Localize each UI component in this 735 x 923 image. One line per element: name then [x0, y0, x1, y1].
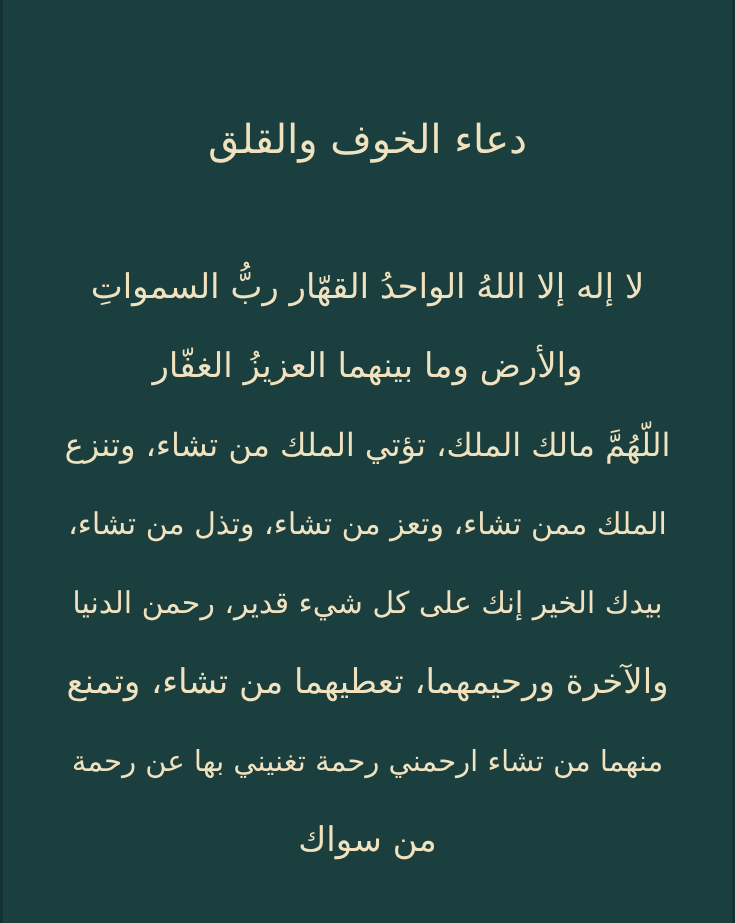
dua-line: بيدك الخير إنك على كل شيء قدير، رحمن الدنيا [72, 586, 663, 621]
dua-title: دعاء الخوف والقلق [208, 117, 527, 163]
dua-line: والآخرة ورحيمهما، تعطيهما من تشاء، وتمنع [66, 662, 669, 702]
dua-line: لا إله إلا اللهُ الواحدُ القهّار ربُّ السمواتِ [90, 267, 645, 307]
dua-line: منهما من تشاء ارحمني رحمة تغنيني بها عن رحمة [71, 744, 664, 778]
dua-line: من سواك [298, 820, 437, 860]
dua-line: اللّهُمَّ مالك الملك، تؤتي الملك من تشاء، وتنزع [64, 426, 671, 464]
dua-line: الملك ممن تشاء، وتعز من تشاء، وتذل من تشاء، [68, 507, 667, 542]
dua-line: والأرض وما بينهما العزيزُ الغفّار [152, 346, 583, 386]
dua-text [63, 248, 672, 880]
